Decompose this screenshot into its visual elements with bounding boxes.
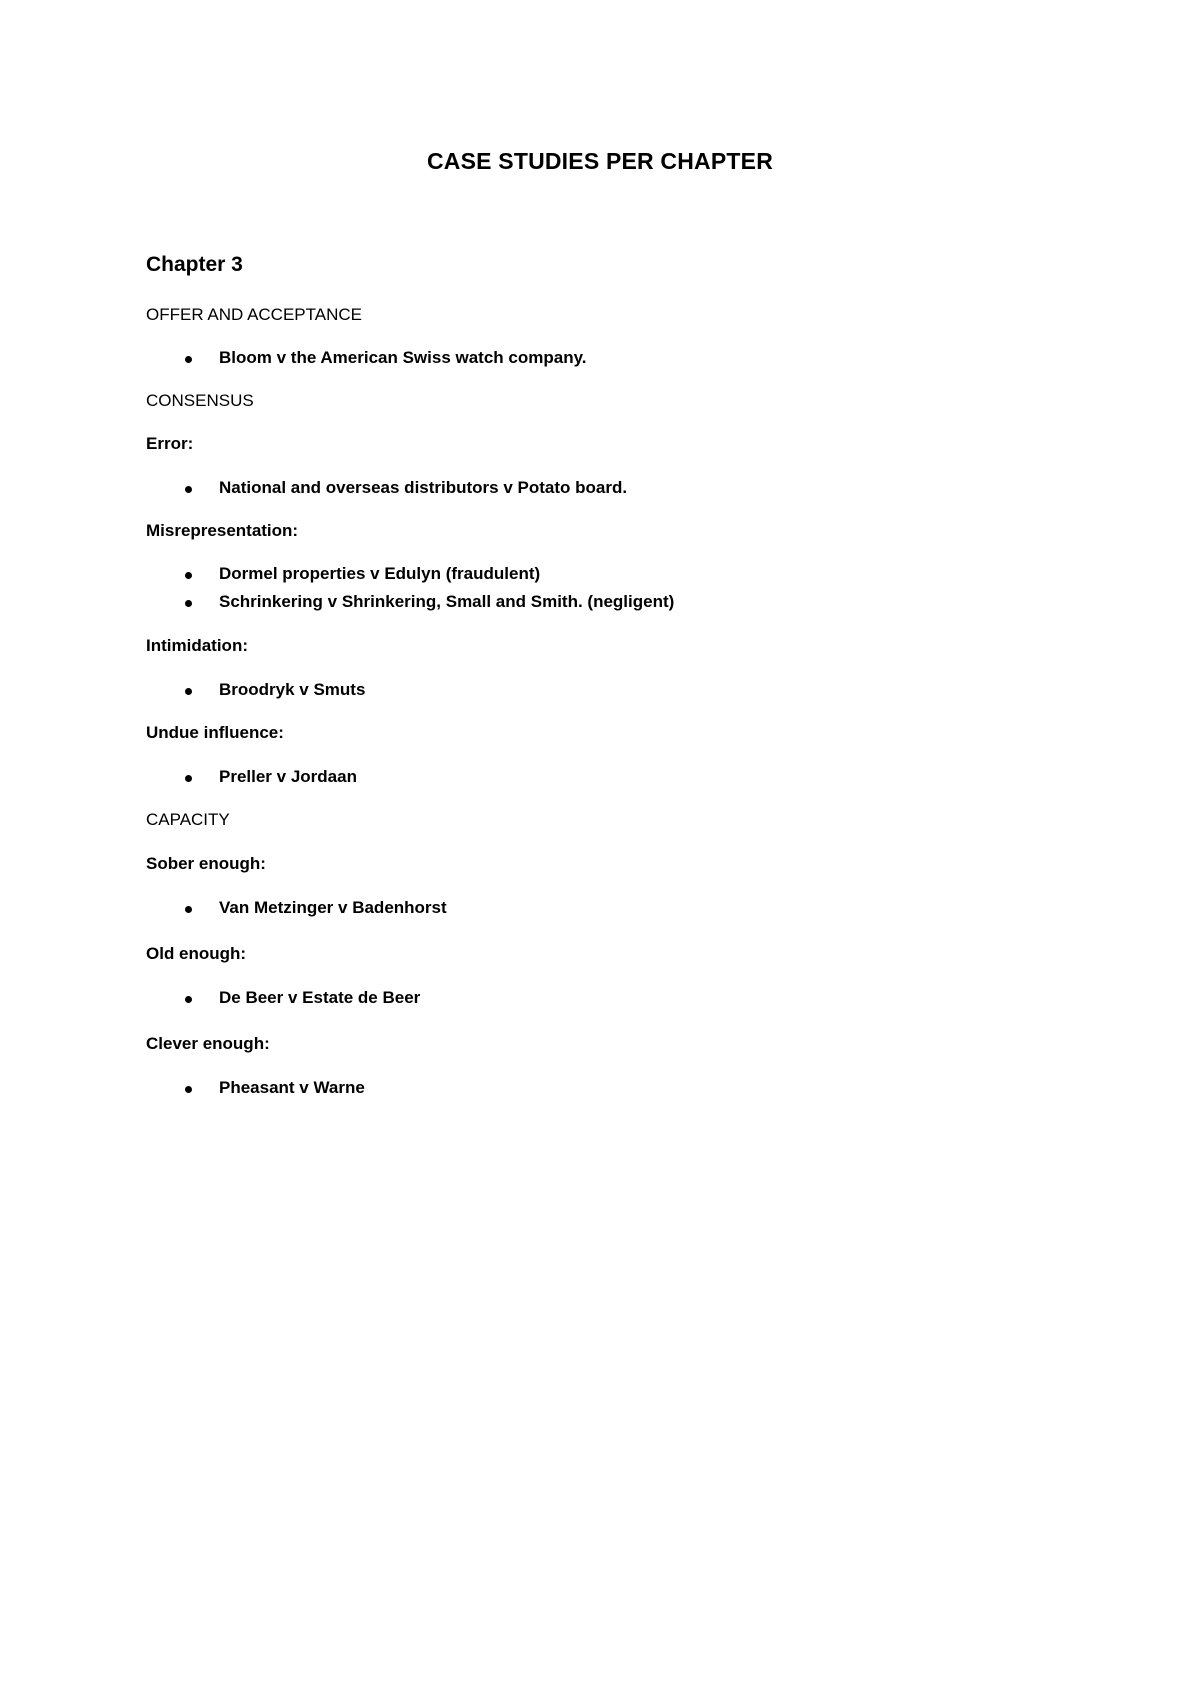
section-heading-capacity: CAPACITY [146, 810, 230, 829]
case-list-item [0, 767, 1200, 791]
case-list-item [0, 988, 1200, 1012]
case-name: Preller v Jordaan [219, 767, 357, 786]
case-list-item [0, 592, 1200, 616]
sub-heading-undue-influence: Undue influence: [146, 723, 284, 742]
document-title: CASE STUDIES PER CHAPTER [426, 148, 773, 174]
case-list-item [0, 348, 1200, 372]
case-list-item [0, 564, 1200, 588]
case-name: Pheasant v Warne [219, 1078, 365, 1097]
bullet-icon [185, 906, 192, 913]
case-name: De Beer v Estate de Beer [219, 988, 421, 1007]
bullet-icon [185, 1086, 192, 1093]
sub-heading-error: Error: [146, 434, 194, 453]
case-name: Schrinkering v Shrinkering, Small and Smith. (negligent) [219, 592, 675, 611]
sub-heading-clever-enough: Clever enough: [146, 1034, 270, 1053]
sub-heading-misrepresentation: Misrepresentation: [146, 521, 299, 540]
chapter-heading: Chapter 3 [146, 253, 243, 276]
sub-heading-intimidation: Intimidation: [146, 636, 248, 655]
bullet-icon [185, 996, 192, 1003]
case-name: Broodryk v Smuts [219, 680, 366, 699]
case-name: Van Metzinger v Badenhorst [219, 898, 447, 917]
case-name: National and overseas distributors v Potato board. [219, 478, 628, 497]
bullet-icon [185, 688, 192, 695]
case-name: Bloom v the American Swiss watch company. [219, 348, 587, 367]
bullet-icon [185, 775, 192, 782]
case-list-item [0, 1078, 1200, 1102]
bullet-icon [185, 600, 192, 607]
sub-heading-sober-enough: Sober enough: [146, 854, 266, 873]
case-list-item [0, 680, 1200, 704]
case-list-item [0, 898, 1200, 922]
case-list-item [0, 478, 1200, 502]
bullet-icon [185, 356, 192, 363]
case-name: Dormel properties v Edulyn (fraudulent) [219, 564, 541, 583]
bullet-icon [185, 486, 192, 493]
sub-heading-old-enough: Old enough: [146, 944, 247, 963]
bullet-icon [185, 572, 192, 579]
section-heading-offer-acceptance: OFFER AND ACCEPTANCE [146, 305, 362, 324]
section-heading-consensus: CONSENSUS [146, 391, 254, 410]
